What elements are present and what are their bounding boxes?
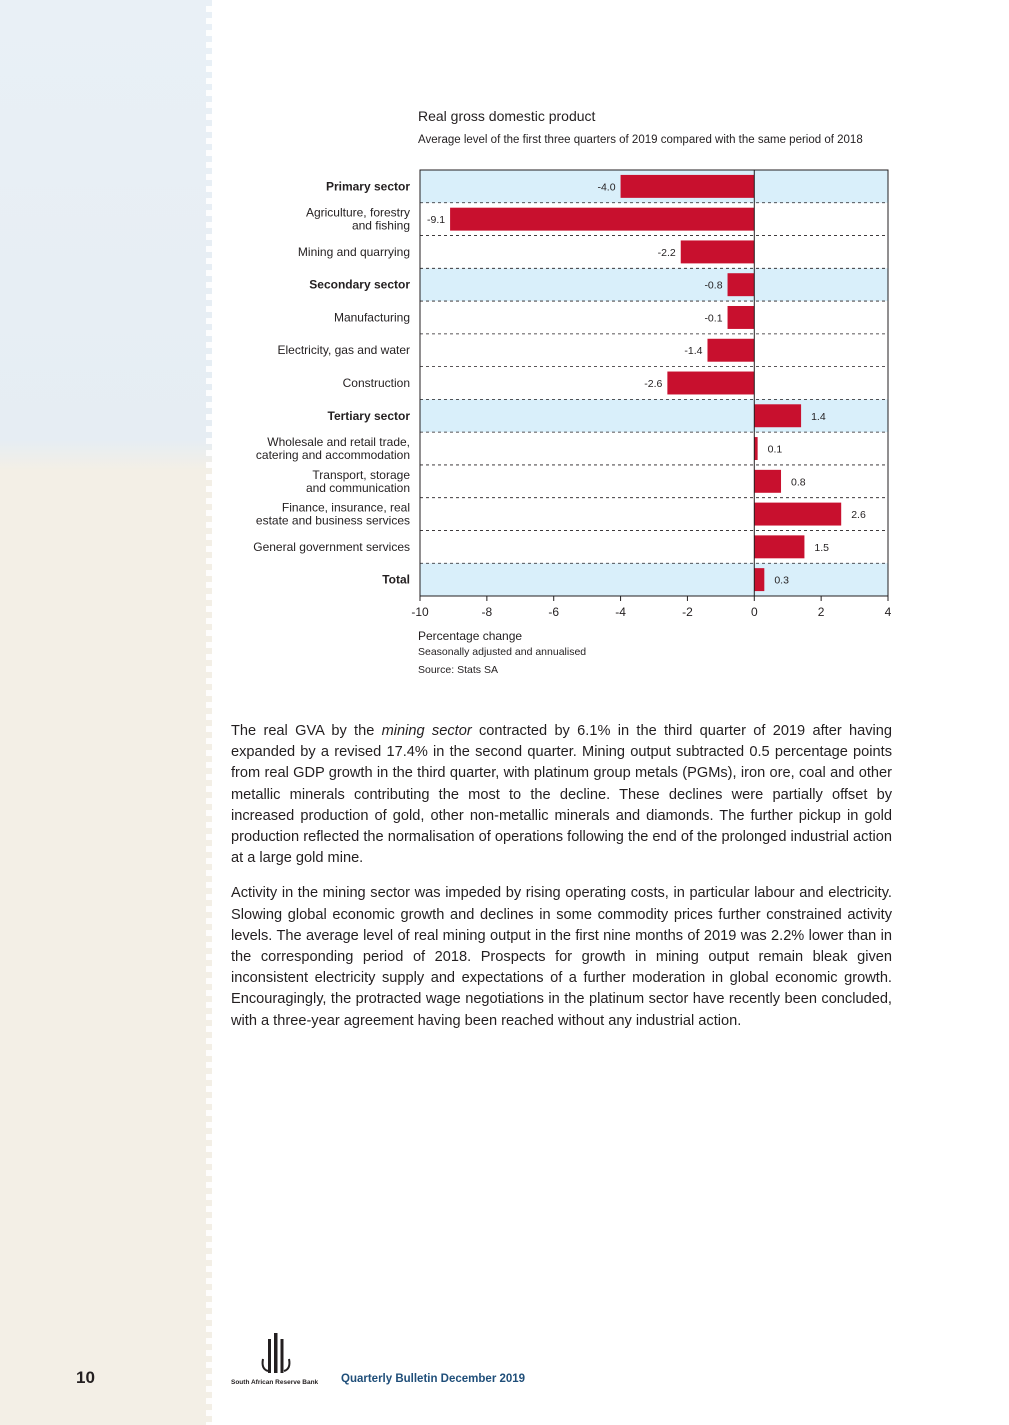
- value-label: 1.4: [811, 410, 826, 423]
- bar: [450, 208, 754, 231]
- bar: [621, 175, 755, 198]
- category-labels: [253, 179, 410, 586]
- page-number: 10: [76, 1368, 95, 1387]
- bar-chart: [0, 0, 1009, 700]
- value-label: -4.0: [597, 181, 616, 194]
- value-label: -2.2: [657, 246, 676, 259]
- paragraph-1: [231, 721, 892, 869]
- category-label: Mining and quarrying: [297, 244, 410, 259]
- bar: [728, 273, 755, 296]
- category-label: Manufacturing: [333, 310, 410, 325]
- bar: [707, 339, 754, 362]
- category-label: Wholesale and retail trade, catering and accommodation: [255, 435, 410, 463]
- x-tick-label: 0: [750, 605, 758, 619]
- bar: [754, 535, 804, 558]
- value-label: 0.8: [791, 476, 806, 489]
- category-label: General government services: [253, 539, 410, 554]
- x-tick-label: -10: [411, 605, 429, 619]
- bar: [754, 503, 841, 526]
- value-label: -0.8: [704, 279, 723, 292]
- value-label: -1.4: [684, 345, 703, 358]
- bar: [754, 470, 781, 493]
- x-tick-label: -2: [682, 605, 693, 619]
- paragraph-1-rest: contracted by 6.1% in the third quarter of 2019 after having expanded by a revised 17.4% in the second quarter. Mining output subtracted 0.5 percentage points from real GDP growth in the third quarter, with platinum group metals (PGMs), iron ore, coal and other metallic minerals contributing the most to the decline. These declines were partially offset by increased production of gold, other non-metallic minerals and diamonds. The further pickup in gold production reflected the normalisation of operations following the end of the prolonged industrial action at a large gold mine.: [231, 723, 892, 867]
- value-label: 0.1: [767, 443, 783, 456]
- x-tick-label: -4: [615, 605, 626, 619]
- x-tick-label: 4: [884, 605, 892, 619]
- value-label: 2.6: [851, 509, 866, 522]
- bulletin-title: Quarterly Bulletin December 2019: [341, 1373, 526, 1385]
- category-label: Total: [382, 572, 410, 587]
- sarb-logo: [231, 1333, 331, 1393]
- x-tick-label: -8: [481, 605, 493, 619]
- bar: [728, 306, 755, 329]
- category-label: Tertiary sector: [327, 408, 410, 423]
- paragraph-1-start: The real GVA by the: [231, 723, 382, 739]
- sarb-emblem-icon: [259, 1333, 293, 1377]
- category-label: Agriculture, forestry and fishing: [305, 205, 410, 233]
- category-label: Electricity, gas and water: [277, 343, 410, 358]
- body-text: [231, 721, 892, 1046]
- category-label: Secondary sector: [309, 277, 410, 292]
- bar: [667, 372, 754, 395]
- bar: [754, 568, 764, 591]
- bar: [681, 240, 755, 263]
- x-tick-label: 2: [817, 605, 825, 619]
- x-axis-label: Percentage change: [418, 629, 523, 643]
- x-tick-label: -6: [548, 605, 560, 619]
- category-label: Construction: [342, 376, 410, 390]
- chart-subtitle: Average level of the first three quarters of 2019 compared with the same period of 2018: [418, 134, 863, 146]
- bar: [754, 404, 801, 427]
- chart-source: Source: Stats SA: [418, 664, 498, 676]
- paragraph-1-emphasis: mining sector: [381, 723, 472, 739]
- x-axis-note: Seasonally adjusted and annualised: [418, 646, 587, 658]
- category-label: Transport, storage and communication: [305, 467, 410, 495]
- value-label: -9.1: [426, 214, 446, 227]
- bank-name: South African Reserve Bank: [231, 1379, 319, 1386]
- value-label: -2.6: [644, 378, 663, 390]
- highlight-band: [420, 563, 888, 596]
- value-label: -0.1: [704, 312, 723, 325]
- category-label: Primary sector: [325, 179, 410, 194]
- value-labels: [427, 181, 866, 586]
- chart-title: Real gross domestic product: [418, 108, 596, 124]
- bar: [754, 437, 757, 460]
- value-label: 0.3: [774, 574, 789, 587]
- category-label: Finance, insurance, real estate and business services: [255, 500, 410, 528]
- highlight-band: [420, 268, 888, 301]
- value-label: 1.5: [814, 541, 830, 554]
- paragraph-2: Activity in the mining sector was impeded by rising operating costs, in particular labour and electricity. Slowing global economic growth and declines in some commodity prices further constrained activity levels. The average level of real mining output in the first nine months of 2019 was 2.2% lower than in the corresponding period of 2018. Prospects for growth in mining output remain bleak given inconsistent electricity supply and expectations of a further moderation in global economic growth. Encouragingly, the protracted wage negotiations in the platinum sector have recently been concluded, with a three-year agreement having been reached without any industrial action.: [231, 885, 892, 1029]
